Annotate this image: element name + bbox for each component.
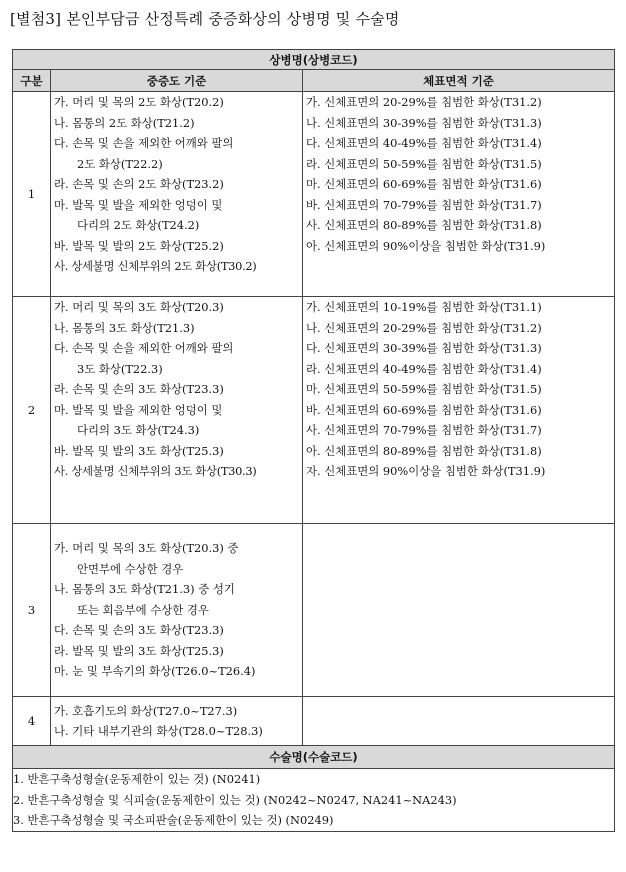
severity-item-continuation: 다리의 2도 화상(T24.2): [77, 218, 200, 232]
area-item: 마. 신체표면의 60-69%를 침범한 화상(T31.6): [306, 177, 542, 191]
area-item: 가. 신체표면의 10-19%를 침범한 화상(T31.1): [306, 300, 542, 314]
area-item: 다. 신체표면의 40-49%를 침범한 화상(T31.4): [306, 136, 542, 150]
col-severity-header: 중증도 기준: [51, 70, 303, 92]
severity-item: 다. 손목 및 손을 제외한 어깨와 팔의: [54, 341, 234, 355]
procedure-section-header: 수술명(수술코드): [13, 746, 615, 769]
severity-item: 바. 발목 및 발의 3도 화상(T25.3): [54, 443, 224, 458]
area-cell: [303, 92, 615, 297]
severity-item: 마. 발목 및 발을 제외한 엉덩이 및: [54, 197, 223, 212]
col-area-header: 체표면적 기준: [303, 70, 615, 92]
severity-item: 가. 머리 및 목의 3도 화상(T20.3): [54, 300, 224, 314]
area-item: 사. 신체표면의 70-79%를 침범한 화상(T31.7): [306, 423, 542, 437]
severity-item: 다. 손목 및 손을 제외한 어깨와 팔의: [54, 136, 234, 150]
severity-item-continuation: 2도 화상(T22.2): [77, 156, 163, 171]
severity-item-continuation: 또는 회음부에 수상한 경우: [77, 602, 209, 617]
area-item: 바. 신체표면의 70-79%를 침범한 화상(T31.7): [306, 197, 542, 212]
procedure-item: 1. 반흔구축성형술(운동제한이 있는 것) (N0241): [13, 772, 261, 786]
severity-item: 사. 상세불명 신체부위의 2도 화상(T30.2): [54, 259, 257, 273]
severity-cell: [51, 92, 303, 297]
severity-item: 가. 머리 및 목의 3도 화상(T20.3) 중: [54, 541, 239, 556]
area-item: 라. 신체표면의 50-59%를 침범한 화상(T31.5): [306, 156, 542, 171]
column-header-row: [13, 70, 615, 92]
area-item: 다. 신체표면의 30-39%를 침범한 화상(T31.3): [306, 341, 542, 355]
group-number: 2: [13, 297, 51, 524]
severity-item: 라. 손목 및 손의 3도 화상(T23.3): [54, 382, 224, 396]
group-row: [13, 297, 615, 524]
procedure-row: [13, 769, 615, 832]
severity-item: 다. 손목 및 손의 3도 화상(T23.3): [54, 623, 224, 638]
burn-criteria-table: [12, 49, 615, 832]
severity-item-continuation: 3도 화상(T22.3): [77, 361, 163, 376]
severity-item-continuation: 안면부에 수상한 경우: [77, 561, 184, 576]
area-item: 사. 신체표면의 80-89%를 침범한 화상(T31.8): [306, 218, 542, 232]
procedure-item: 2. 반흔구축성형술 및 식피술(운동제한이 있는 것) (N0242~N0247, NA241~NA243): [13, 792, 457, 807]
area-cell-empty: [303, 524, 615, 697]
severity-item: 가. 호흡기도의 화상(T27.0~T27.3): [54, 703, 238, 718]
area-cell: [303, 297, 615, 524]
group-number: 3: [13, 524, 51, 697]
area-item: 마. 신체표면의 50-59%를 침범한 화상(T31.5): [306, 382, 542, 396]
area-cell-empty: [303, 697, 615, 746]
diagnosis-section-header: 상병명(상병코드): [13, 50, 615, 70]
area-item: 아. 신체표면의 90%이상을 침범한 화상(T31.9): [306, 238, 546, 253]
severity-cell: [51, 697, 303, 746]
severity-cell: [51, 524, 303, 697]
severity-item-continuation: 다리의 3도 화상(T24.3): [77, 423, 200, 437]
severity-item: 사. 상세불명 신체부위의 3도 화상(T30.3): [54, 464, 257, 478]
severity-item: 바. 발목 및 발의 2도 화상(T25.2): [54, 238, 224, 253]
severity-item: 나. 몸통의 2도 화상(T21.2): [54, 115, 195, 130]
severity-item: 나. 몸통의 3도 화상(T21.3) 중 성기: [54, 582, 235, 597]
area-item: 바. 신체표면의 60-69%를 침범한 화상(T31.6): [306, 402, 542, 417]
severity-cell: [51, 297, 303, 524]
group-number: 4: [13, 697, 51, 746]
group-number: 1: [13, 92, 51, 297]
severity-item: 나. 기타 내부기관의 화상(T28.0~T28.3): [54, 724, 263, 738]
severity-item: 라. 발목 및 발의 3도 화상(T25.3): [54, 643, 224, 658]
procedure-header-row: [13, 746, 615, 769]
procedure-item: 3. 반흔구축성형술 및 국소피판술(운동제한이 있는 것) (N0249): [13, 813, 334, 827]
group-row: [13, 92, 615, 297]
group-row: [13, 524, 615, 697]
col-group-header: 구분: [13, 70, 51, 92]
severity-item: 마. 눈 및 부속기의 화상(T26.0~T26.4): [54, 664, 256, 679]
document-title: [별첨3] 본인부담금 산정특례 중증화상의 상병명 및 수술명: [10, 10, 400, 28]
severity-item: 마. 발목 및 발을 제외한 엉덩이 및: [54, 402, 223, 417]
area-item: 자. 신체표면의 90%이상을 침범한 화상(T31.9): [306, 464, 546, 478]
section-header-row: [13, 50, 615, 70]
severity-item: 나. 몸통의 3도 화상(T21.3): [54, 320, 195, 335]
severity-item: 라. 손목 및 손의 2도 화상(T23.2): [54, 177, 224, 191]
procedure-list: [13, 769, 615, 832]
area-item: 아. 신체표면의 80-89%를 침범한 화상(T31.8): [306, 443, 542, 458]
area-item: 나. 신체표면의 30-39%를 침범한 화상(T31.3): [306, 115, 542, 130]
group-row: [13, 697, 615, 746]
area-item: 가. 신체표면의 20-29%를 침범한 화상(T31.2): [306, 95, 542, 109]
severity-item: 가. 머리 및 목의 2도 화상(T20.2): [54, 95, 224, 109]
area-item: 라. 신체표면의 40-49%를 침범한 화상(T31.4): [306, 361, 542, 376]
area-item: 나. 신체표면의 20-29%를 침범한 화상(T31.2): [306, 320, 542, 335]
